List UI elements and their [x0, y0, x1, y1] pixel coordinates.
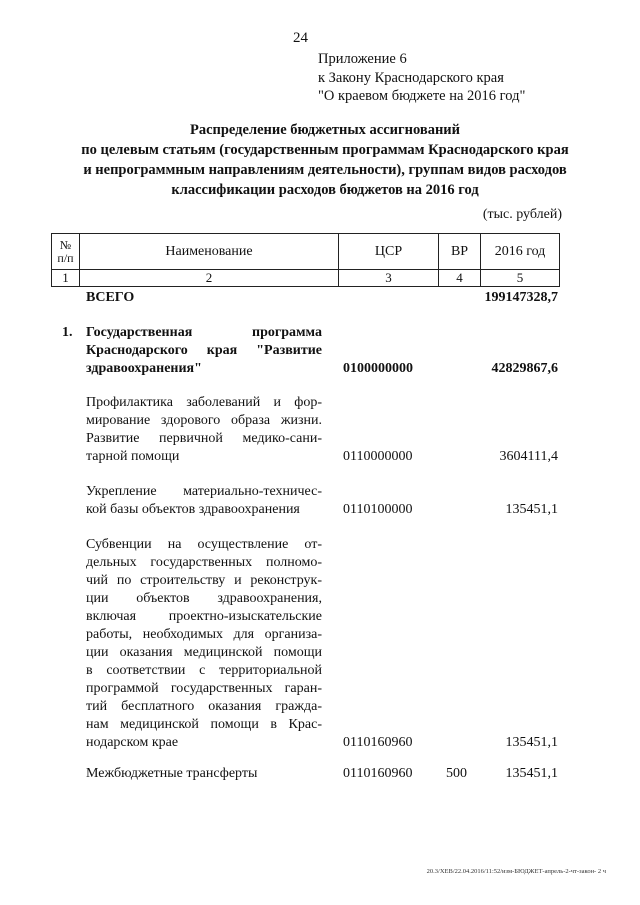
row-name-line: здравоохранения"	[86, 361, 202, 376]
total-amount: 199147328,7	[484, 290, 558, 305]
row-amount: 135451,1	[505, 502, 558, 517]
header-name: Наименование	[80, 234, 339, 270]
row-name-line: Краснодарского края "Развитие	[86, 343, 322, 358]
table-header	[51, 233, 560, 287]
row-csr: 0100000000	[343, 361, 413, 376]
document-title	[40, 120, 610, 200]
header-num-line1: №	[59, 237, 72, 252]
row-csr: 0110000000	[343, 449, 413, 464]
header-csr: ЦСР	[339, 234, 439, 270]
row-vr: 500	[446, 766, 467, 781]
row-name-line: Государственная программа	[86, 325, 322, 340]
header-num	[52, 234, 80, 270]
row-name-line: дельных государственных полномо-	[86, 555, 322, 570]
row-name-line: ции объектов здравоохранения,	[86, 591, 322, 606]
row-name-line: работы, необходимых для организа-	[86, 627, 322, 642]
row-csr: 0110160960	[343, 735, 413, 750]
title-line: по целевым статьям (государственным программам Краснодарского края	[81, 142, 569, 158]
row-name	[86, 483, 322, 519]
row-amount: 135451,1	[505, 766, 558, 781]
footer-filepath: 20.3/ХЕВ/22.04.2016/11:52/изм-БЮДЖЕТ-апрель-2-чт-закон- 2 ч	[426, 868, 606, 875]
row-name-line: нам медицинской помощи в Крас-	[86, 717, 322, 732]
appendix-line: "О краевом бюджете на 2016 год"	[318, 88, 526, 104]
row-name-line: мирование здорового образа жизни.	[86, 413, 322, 428]
page-number: 24	[293, 30, 308, 46]
row-name-line: Субвенции на осуществление от-	[86, 537, 322, 552]
row-csr: 0110160960	[343, 766, 413, 781]
row-name-line: Развитие первичной медико-сани-	[86, 431, 322, 446]
row-csr: 0110100000	[343, 502, 413, 517]
row-name-line: ции оказания медицинской помощи	[86, 645, 322, 660]
column-number: 5	[481, 270, 560, 287]
title-line: Распределение бюджетных ассигнований	[189, 122, 461, 138]
appendix-line: Приложение 6	[318, 51, 407, 67]
header-vr: ВР	[439, 234, 481, 270]
row-name-line: тий бесплатного оказания гражда-	[86, 699, 322, 714]
row-amount: 135451,1	[505, 735, 558, 750]
row-name-line: Межбюджетные трансферты	[86, 766, 258, 781]
row-name-line: тарной помощи	[86, 449, 180, 464]
row-name	[86, 324, 322, 378]
column-number: 1	[52, 270, 80, 287]
row-name-line: кой базы объектов здравоохранения	[86, 502, 300, 517]
total-label: ВСЕГО	[86, 290, 135, 305]
appendix-line: к Закону Краснодарского края	[318, 69, 504, 86]
column-number: 2	[80, 270, 339, 287]
row-name-line: нодарском крае	[86, 735, 179, 750]
row-amount: 3604111,4	[499, 449, 558, 464]
header-year: 2016 год	[481, 234, 560, 270]
row-amount: 42829867,6	[491, 361, 558, 376]
column-number: 3	[339, 270, 439, 287]
row-name	[86, 394, 322, 466]
row-name	[86, 765, 322, 783]
row-number: 1.	[62, 325, 73, 340]
units-label: (тыс. рублей)	[482, 207, 562, 222]
appendix-header	[318, 50, 525, 106]
title-line: и непрограммным направлениям деятельности), группам видов расходов	[83, 162, 567, 178]
column-number: 4	[439, 270, 481, 287]
row-name-line: включая проектно-изыскательские	[86, 609, 322, 624]
title-line: классификации расходов бюджетов на 2016 год	[171, 182, 479, 198]
row-name-line: чий по строительству и реконструк-	[86, 573, 322, 588]
row-name-line: программой государственных гаран-	[86, 681, 322, 696]
header-num-line2: п/п	[57, 250, 74, 265]
row-name	[86, 536, 322, 752]
row-name-line: в соответствии с территориальной	[86, 663, 322, 678]
row-name-line: Укрепление материально-техничес-	[86, 484, 322, 499]
row-name-line: Профилактика заболеваний и фор-	[86, 395, 322, 410]
